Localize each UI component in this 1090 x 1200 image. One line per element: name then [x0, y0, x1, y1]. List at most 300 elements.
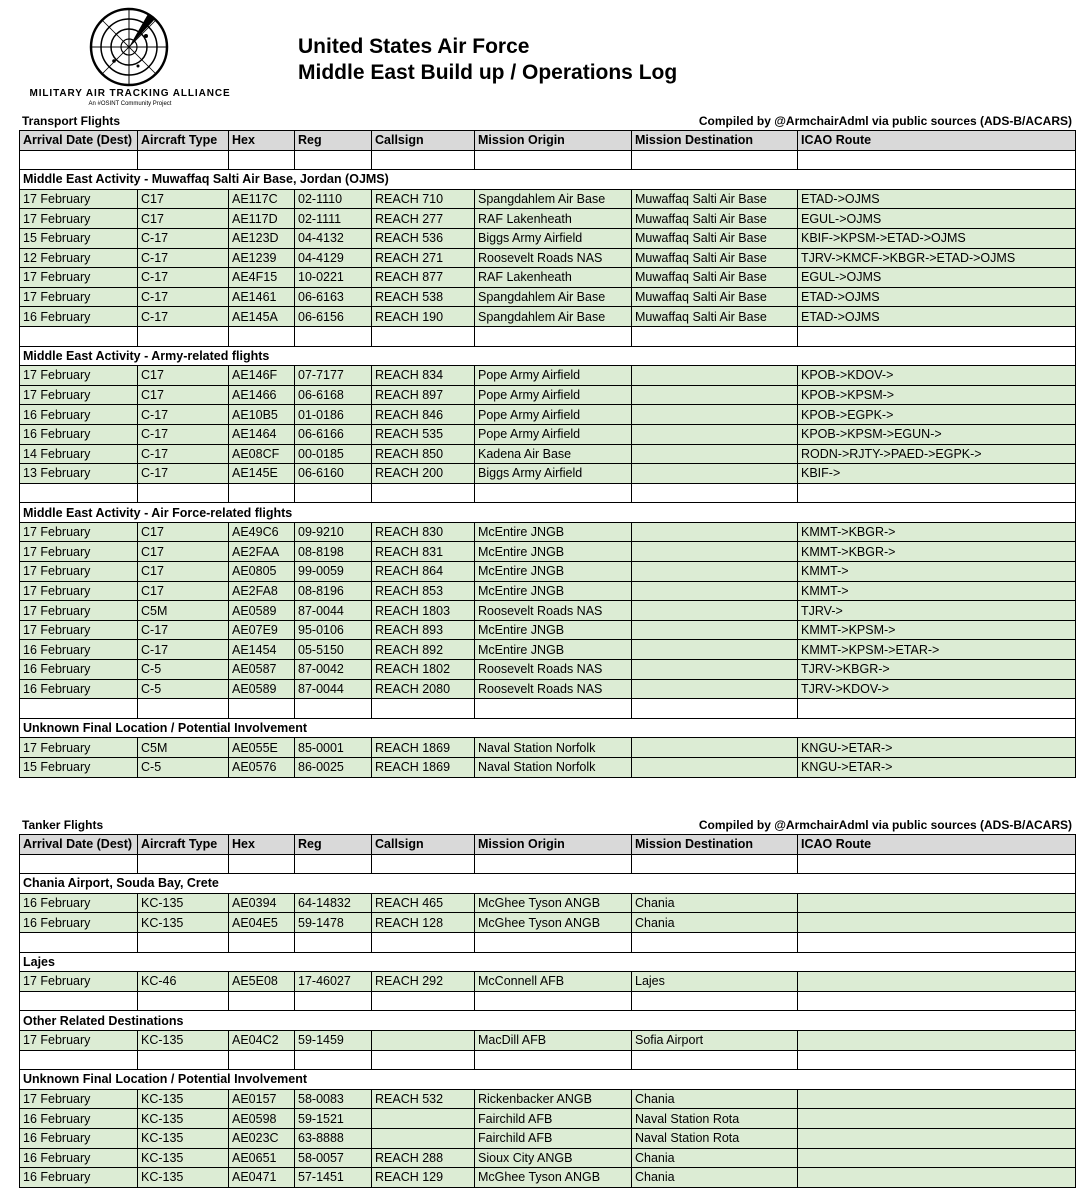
flight-row — [20, 640, 1076, 660]
cell-hex: AE0589 — [229, 679, 295, 699]
group-header-row — [20, 874, 1076, 894]
cell-callsign: REACH 129 — [372, 1168, 475, 1188]
cell-reg: 85-0001 — [295, 738, 372, 758]
cell-mission-destination — [632, 679, 798, 699]
cell-mission-destination — [632, 522, 798, 542]
cell-icao-route — [798, 1148, 1076, 1168]
flight-row — [20, 562, 1076, 582]
flight-row — [20, 268, 1076, 288]
title-line-2: Middle East Build up / Operations Log — [298, 61, 678, 84]
group-title: Unknown Final Location / Potential Involvement — [20, 1070, 632, 1090]
cell-icao-route: KPOB->KPSM->EGUN-> — [798, 424, 1076, 444]
cell-callsign: REACH 1869 — [372, 758, 475, 778]
cell-arrival-date: 17 February — [20, 366, 138, 386]
tanker-section-title: Tanker Flights — [22, 818, 104, 832]
group-header-row — [20, 1070, 1076, 1090]
cell-aircraft-type: C-17 — [138, 464, 229, 484]
cell-arrival-date: 12 February — [20, 248, 138, 268]
transport-flights-table — [19, 130, 1076, 778]
blank-row — [20, 150, 1076, 170]
cell-arrival-date: 16 February — [20, 424, 138, 444]
radar-icon — [88, 6, 170, 88]
cell-reg: 87-0044 — [295, 601, 372, 621]
group-header-row — [20, 503, 1076, 523]
cell-mission-origin: Roosevelt Roads NAS — [475, 660, 632, 680]
cell-aircraft-type: C-17 — [138, 307, 229, 327]
blank-cell — [138, 699, 229, 719]
cell-callsign: REACH 271 — [372, 248, 475, 268]
cell-mission-destination — [632, 542, 798, 562]
cell-hex: AE0598 — [229, 1109, 295, 1129]
column-header-hex: Hex — [229, 835, 295, 855]
cell-reg: 08-8196 — [295, 581, 372, 601]
cell-callsign: REACH 893 — [372, 620, 475, 640]
group-header-row — [20, 170, 1076, 190]
cell-mission-origin: Spangdahlem Air Base — [475, 307, 632, 327]
cell-reg: 58-0057 — [295, 1148, 372, 1168]
blank-cell — [372, 854, 475, 874]
blank-cell — [475, 932, 632, 952]
cell-reg: 05-5150 — [295, 640, 372, 660]
blank-cell — [138, 854, 229, 874]
cell-hex: AE5E08 — [229, 972, 295, 992]
cell-aircraft-type: C17 — [138, 542, 229, 562]
cell-hex: AE0589 — [229, 601, 295, 621]
cell-aircraft-type: C5M — [138, 738, 229, 758]
cell-icao-route: KMMT-> — [798, 581, 1076, 601]
cell-callsign: REACH 200 — [372, 464, 475, 484]
cell-reg: 87-0042 — [295, 660, 372, 680]
cell-reg: 02-1110 — [295, 189, 372, 209]
blank-cell — [295, 1050, 372, 1070]
group-title: Unknown Final Location / Potential Involvement — [20, 718, 632, 738]
flight-row — [20, 601, 1076, 621]
blank-cell — [475, 483, 632, 503]
cell-reg: 02-1111 — [295, 209, 372, 229]
cell-hex: AE1461 — [229, 287, 295, 307]
cell-callsign: REACH 1803 — [372, 601, 475, 621]
transport-section-title: Transport Flights — [22, 114, 121, 128]
logo-subtitle: An #OSINT Community Project — [88, 101, 172, 107]
cell-icao-route: KMMT->KPSM-> — [798, 620, 1076, 640]
blank-cell — [138, 932, 229, 952]
cell-arrival-date: 17 February — [20, 189, 138, 209]
blank-cell — [475, 991, 632, 1011]
group-header-row — [20, 952, 1076, 972]
cell-icao-route — [798, 972, 1076, 992]
cell-aircraft-type: C17 — [138, 209, 229, 229]
cell-callsign: REACH 1869 — [372, 738, 475, 758]
cell-mission-origin: Spangdahlem Air Base — [475, 287, 632, 307]
cell-arrival-date: 17 February — [20, 209, 138, 229]
cell-icao-route — [798, 1089, 1076, 1109]
blank-cell — [295, 932, 372, 952]
column-header-icao-route: ICAO Route — [798, 131, 1076, 151]
cell-mission-origin: Pope Army Airfield — [475, 366, 632, 386]
cell-icao-route: ETAD->OJMS — [798, 189, 1076, 209]
cell-hex: AE0576 — [229, 758, 295, 778]
flight-row — [20, 581, 1076, 601]
cell-callsign: REACH 532 — [372, 1089, 475, 1109]
blank-cell — [798, 854, 1076, 874]
blank-cell — [20, 150, 138, 170]
blank-cell — [229, 1050, 295, 1070]
cell-aircraft-type: C-17 — [138, 620, 229, 640]
column-header-mission-origin: Mission Origin — [475, 835, 632, 855]
cell-mission-destination — [632, 601, 798, 621]
cell-mission-origin: McEntire JNGB — [475, 542, 632, 562]
header-row — [20, 131, 1076, 151]
cell-callsign — [372, 1109, 475, 1129]
group-filler-cell — [632, 170, 798, 190]
cell-mission-origin: Fairchild AFB — [475, 1109, 632, 1129]
cell-icao-route: RODN->RJTY->PAED->EGPK-> — [798, 444, 1076, 464]
group-filler-cell — [632, 1011, 798, 1031]
cell-mission-origin: McEntire JNGB — [475, 620, 632, 640]
cell-arrival-date: 16 February — [20, 1148, 138, 1168]
cell-arrival-date: 17 February — [20, 562, 138, 582]
flight-row — [20, 385, 1076, 405]
group-filler-cell — [632, 874, 798, 894]
flight-row — [20, 758, 1076, 778]
cell-aircraft-type: C17 — [138, 189, 229, 209]
cell-icao-route: KBIF-> — [798, 464, 1076, 484]
cell-mission-origin: Roosevelt Roads NAS — [475, 601, 632, 621]
transport-compiled-by: Compiled by @ArmchairAdml via public sources (ADS-B/ACARS) — [698, 114, 1072, 128]
blank-cell — [798, 150, 1076, 170]
blank-cell — [295, 150, 372, 170]
cell-mission-origin: Naval Station Norfolk — [475, 738, 632, 758]
cell-mission-destination — [632, 444, 798, 464]
blank-row — [20, 854, 1076, 874]
flight-row — [20, 972, 1076, 992]
cell-mission-origin: Roosevelt Roads NAS — [475, 248, 632, 268]
cell-mission-origin: Pope Army Airfield — [475, 424, 632, 444]
tanker-flights-table — [19, 834, 1076, 1188]
blank-cell — [20, 1050, 138, 1070]
cell-mission-origin: McEntire JNGB — [475, 522, 632, 542]
blank-cell — [229, 699, 295, 719]
blank-cell — [229, 150, 295, 170]
cell-aircraft-type: C5M — [138, 601, 229, 621]
cell-hex: AE1454 — [229, 640, 295, 660]
cell-callsign — [372, 1128, 475, 1148]
cell-arrival-date: 13 February — [20, 464, 138, 484]
cell-mission-origin: McEntire JNGB — [475, 562, 632, 582]
flight-row — [20, 542, 1076, 562]
blank-cell — [20, 699, 138, 719]
column-header-arrival-date: Arrival Date (Dest) — [20, 131, 138, 151]
blank-cell — [372, 150, 475, 170]
cell-hex: AE055E — [229, 738, 295, 758]
cell-aircraft-type: KC-135 — [138, 913, 229, 933]
cell-icao-route — [798, 1128, 1076, 1148]
cell-mission-destination: Chania — [632, 1168, 798, 1188]
group-filler-cell — [798, 1011, 1076, 1031]
blank-cell — [632, 326, 798, 346]
cell-mission-destination: Muwaffaq Salti Air Base — [632, 307, 798, 327]
group-title: Middle East Activity - Air Force-related flights — [20, 503, 632, 523]
cell-mission-origin: Sioux City ANGB — [475, 1148, 632, 1168]
cell-aircraft-type: C-5 — [138, 679, 229, 699]
blank-cell — [798, 326, 1076, 346]
cell-arrival-date: 16 February — [20, 1109, 138, 1129]
cell-mission-origin: Naval Station Norfolk — [475, 758, 632, 778]
cell-arrival-date: 16 February — [20, 1168, 138, 1188]
cell-callsign: REACH 1802 — [372, 660, 475, 680]
blank-cell — [229, 991, 295, 1011]
blank-cell — [295, 991, 372, 1011]
cell-icao-route: KBIF->KPSM->ETAD->OJMS — [798, 228, 1076, 248]
cell-mission-origin: Biggs Army Airfield — [475, 464, 632, 484]
cell-icao-route — [798, 893, 1076, 913]
blank-cell — [475, 854, 632, 874]
blank-cell — [138, 483, 229, 503]
cell-reg: 64-14832 — [295, 893, 372, 913]
column-header-aircraft-type: Aircraft Type — [138, 131, 229, 151]
cell-mission-destination — [632, 640, 798, 660]
cell-callsign: REACH 850 — [372, 444, 475, 464]
cell-arrival-date: 17 February — [20, 738, 138, 758]
blank-cell — [798, 1050, 1076, 1070]
blank-cell — [475, 699, 632, 719]
cell-icao-route: KPOB->KPSM-> — [798, 385, 1076, 405]
group-filler-cell — [798, 874, 1076, 894]
cell-reg: 06-6156 — [295, 307, 372, 327]
cell-mission-destination: Naval Station Rota — [632, 1128, 798, 1148]
flight-row — [20, 209, 1076, 229]
column-header-aircraft-type: Aircraft Type — [138, 835, 229, 855]
cell-icao-route: KNGU->ETAR-> — [798, 758, 1076, 778]
cell-aircraft-type: KC-135 — [138, 1168, 229, 1188]
cell-reg: 06-6168 — [295, 385, 372, 405]
cell-aircraft-type: C-17 — [138, 248, 229, 268]
group-filler-cell — [798, 952, 1076, 972]
blank-cell — [372, 1050, 475, 1070]
cell-icao-route: KMMT-> — [798, 562, 1076, 582]
blank-cell — [798, 932, 1076, 952]
flight-row — [20, 1148, 1076, 1168]
cell-arrival-date: 16 February — [20, 893, 138, 913]
cell-mission-destination — [632, 581, 798, 601]
flight-row — [20, 248, 1076, 268]
cell-callsign: REACH 892 — [372, 640, 475, 660]
column-header-reg: Reg — [295, 835, 372, 855]
group-filler-cell — [632, 718, 798, 738]
cell-reg: 59-1459 — [295, 1030, 372, 1050]
cell-aircraft-type: C-5 — [138, 660, 229, 680]
cell-icao-route: KPOB->EGPK-> — [798, 405, 1076, 425]
cell-reg: 99-0059 — [295, 562, 372, 582]
cell-aircraft-type: C17 — [138, 385, 229, 405]
blank-cell — [295, 699, 372, 719]
cell-hex: AE0651 — [229, 1148, 295, 1168]
group-filler-cell — [798, 346, 1076, 366]
cell-arrival-date: 16 February — [20, 640, 138, 660]
blank-cell — [138, 326, 229, 346]
cell-icao-route: ETAD->OJMS — [798, 287, 1076, 307]
cell-mission-destination: Muwaffaq Salti Air Base — [632, 268, 798, 288]
cell-hex: AE1464 — [229, 424, 295, 444]
cell-aircraft-type: C-17 — [138, 424, 229, 444]
blank-cell — [798, 699, 1076, 719]
cell-aircraft-type: C17 — [138, 562, 229, 582]
cell-aircraft-type: KC-135 — [138, 1109, 229, 1129]
cell-arrival-date: 17 February — [20, 385, 138, 405]
column-header-hex: Hex — [229, 131, 295, 151]
cell-mission-origin: Kadena Air Base — [475, 444, 632, 464]
blank-cell — [372, 699, 475, 719]
cell-callsign: REACH 853 — [372, 581, 475, 601]
blank-row — [20, 991, 1076, 1011]
group-filler-cell — [798, 718, 1076, 738]
cell-mission-destination — [632, 562, 798, 582]
cell-hex: AE2FAA — [229, 542, 295, 562]
cell-hex: AE07E9 — [229, 620, 295, 640]
blank-cell — [295, 326, 372, 346]
cell-aircraft-type: KC-135 — [138, 1128, 229, 1148]
cell-mission-destination: Muwaffaq Salti Air Base — [632, 209, 798, 229]
cell-mission-origin: Biggs Army Airfield — [475, 228, 632, 248]
cell-callsign: REACH 538 — [372, 287, 475, 307]
cell-arrival-date: 16 February — [20, 660, 138, 680]
cell-aircraft-type: KC-135 — [138, 1089, 229, 1109]
blank-row — [20, 1050, 1076, 1070]
flight-row — [20, 660, 1076, 680]
cell-arrival-date: 17 February — [20, 1030, 138, 1050]
logo — [20, 6, 240, 106]
blank-cell — [632, 699, 798, 719]
tanker-compiled-by: Compiled by @ArmchairAdml via public sources (ADS-B/ACARS) — [698, 818, 1072, 832]
cell-reg: 59-1478 — [295, 913, 372, 933]
cell-callsign: REACH 830 — [372, 522, 475, 542]
group-title: Other Related Destinations — [20, 1011, 632, 1031]
cell-hex: AE2FA8 — [229, 581, 295, 601]
blank-cell — [475, 1050, 632, 1070]
cell-mission-origin: McGhee Tyson ANGB — [475, 913, 632, 933]
group-header-row — [20, 346, 1076, 366]
cell-hex: AE1239 — [229, 248, 295, 268]
blank-cell — [138, 150, 229, 170]
cell-aircraft-type: KC-135 — [138, 893, 229, 913]
cell-mission-origin: Rickenbacker ANGB — [475, 1089, 632, 1109]
cell-callsign: REACH 536 — [372, 228, 475, 248]
cell-reg: 00-0185 — [295, 444, 372, 464]
blank-cell — [632, 932, 798, 952]
cell-reg: 06-6166 — [295, 424, 372, 444]
blank-cell — [229, 326, 295, 346]
group-filler-cell — [798, 503, 1076, 523]
flight-row — [20, 522, 1076, 542]
cell-icao-route: KPOB->KDOV-> — [798, 366, 1076, 386]
blank-cell — [372, 991, 475, 1011]
column-header-mission-destination: Mission Destination — [632, 835, 798, 855]
cell-callsign: REACH 288 — [372, 1148, 475, 1168]
group-filler-cell — [632, 952, 798, 972]
cell-arrival-date: 17 February — [20, 268, 138, 288]
cell-arrival-date: 15 February — [20, 758, 138, 778]
cell-hex: AE04E5 — [229, 913, 295, 933]
group-filler-cell — [632, 1070, 798, 1090]
cell-icao-route — [798, 1109, 1076, 1129]
group-title: Lajes — [20, 952, 632, 972]
blank-cell — [229, 932, 295, 952]
cell-hex: AE117D — [229, 209, 295, 229]
cell-icao-route — [798, 1030, 1076, 1050]
cell-callsign: REACH 128 — [372, 913, 475, 933]
cell-reg: 87-0044 — [295, 679, 372, 699]
cell-reg: 63-8888 — [295, 1128, 372, 1148]
cell-hex: AE123D — [229, 228, 295, 248]
blank-cell — [295, 483, 372, 503]
cell-arrival-date: 17 February — [20, 620, 138, 640]
blank-cell — [20, 991, 138, 1011]
cell-reg: 08-8198 — [295, 542, 372, 562]
cell-callsign — [372, 1030, 475, 1050]
cell-aircraft-type: KC-135 — [138, 1030, 229, 1050]
cell-callsign: REACH 877 — [372, 268, 475, 288]
flight-row — [20, 679, 1076, 699]
cell-reg: 09-9210 — [295, 522, 372, 542]
blank-cell — [20, 483, 138, 503]
cell-icao-route: TJRV->KMCF->KBGR->ETAD->OJMS — [798, 248, 1076, 268]
flight-row — [20, 366, 1076, 386]
flight-row — [20, 738, 1076, 758]
cell-reg: 10-0221 — [295, 268, 372, 288]
group-header-row — [20, 1011, 1076, 1031]
cell-mission-origin: McGhee Tyson ANGB — [475, 893, 632, 913]
cell-mission-origin: RAF Lakenheath — [475, 209, 632, 229]
cell-arrival-date: 17 February — [20, 581, 138, 601]
cell-mission-destination: Chania — [632, 913, 798, 933]
blank-cell — [632, 1050, 798, 1070]
column-header-callsign: Callsign — [372, 131, 475, 151]
blank-cell — [372, 483, 475, 503]
cell-hex: AE145E — [229, 464, 295, 484]
cell-arrival-date: 17 February — [20, 1089, 138, 1109]
cell-callsign: REACH 864 — [372, 562, 475, 582]
blank-row — [20, 483, 1076, 503]
cell-aircraft-type: C17 — [138, 581, 229, 601]
cell-reg: 06-6160 — [295, 464, 372, 484]
cell-mission-destination: Chania — [632, 1089, 798, 1109]
flight-row — [20, 228, 1076, 248]
cell-mission-origin: McEntire JNGB — [475, 640, 632, 660]
blank-row — [20, 932, 1076, 952]
flight-row — [20, 424, 1076, 444]
cell-mission-destination: Chania — [632, 893, 798, 913]
cell-callsign: REACH 897 — [372, 385, 475, 405]
cell-mission-destination: Muwaffaq Salti Air Base — [632, 287, 798, 307]
flight-row — [20, 287, 1076, 307]
blank-cell — [632, 854, 798, 874]
column-header-icao-route: ICAO Route — [798, 835, 1076, 855]
flight-row — [20, 1030, 1076, 1050]
cell-hex: AE04C2 — [229, 1030, 295, 1050]
cell-hex: AE117C — [229, 189, 295, 209]
cell-reg: 95-0106 — [295, 620, 372, 640]
cell-mission-origin: McEntire JNGB — [475, 581, 632, 601]
cell-icao-route: TJRV->KBGR-> — [798, 660, 1076, 680]
cell-hex: AE08CF — [229, 444, 295, 464]
cell-reg: 86-0025 — [295, 758, 372, 778]
flight-row — [20, 307, 1076, 327]
group-filler-cell — [798, 170, 1076, 190]
column-header-arrival-date: Arrival Date (Dest) — [20, 835, 138, 855]
cell-mission-destination — [632, 385, 798, 405]
cell-hex: AE10B5 — [229, 405, 295, 425]
blank-cell — [229, 483, 295, 503]
